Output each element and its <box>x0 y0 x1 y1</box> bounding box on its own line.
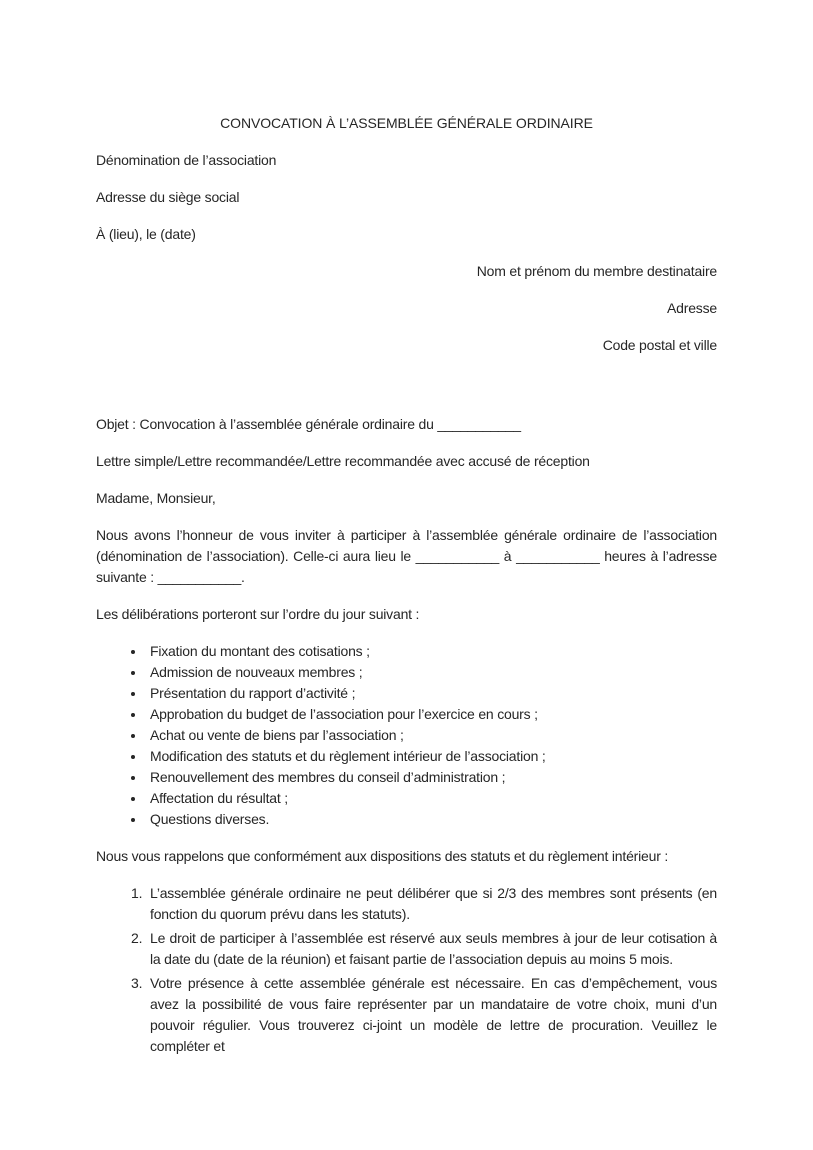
agenda-item: • Affectation du résultat ; <box>146 788 717 809</box>
sender-line: Adresse du siège social <box>96 189 240 205</box>
agenda-item: • Modification des statuts et du règlement intérieur de l’association ; <box>146 746 717 767</box>
agenda-list <box>96 641 717 830</box>
agenda-item: • Admission de nouveaux membres ; <box>146 662 717 683</box>
agenda-item: • Présentation du rapport d’activité ; <box>146 683 717 704</box>
sender-line: À (lieu), le (date) <box>96 226 196 242</box>
agenda-item: • Approbation du budget de l’association pour l’exercice en cours ; <box>146 704 717 725</box>
agenda-item: • Fixation du montant des cotisations ; <box>146 641 717 662</box>
salutation: Madame, Monsieur, <box>96 490 216 506</box>
agenda-intro: Les délibérations porteront sur l’ordre du jour suivant : <box>96 606 420 622</box>
reminder-intro: Nous vous rappelons que conformément aux dispositions des statuts et du règlement intérieur : <box>96 848 669 864</box>
agenda-item: • Questions diverses. <box>146 809 717 830</box>
sender-line: Dénomination de l’association <box>96 152 277 168</box>
delivery-mode-line: Lettre simple/Lettre recommandée/Lettre recommandée avec accusé de réception <box>96 453 590 469</box>
rule-item: 1. L’assemblée générale ordinaire ne peut délibérer que si 2/3 des membres sont présents (en fonction du quorum prévu dans les statuts). <box>146 883 717 925</box>
object-line: Objet : Convocation à l’assemblée générale ordinaire du ___________ <box>96 416 521 432</box>
agenda-item: • Achat ou vente de biens par l’association ; <box>146 725 717 746</box>
intro-paragraph: Nous avons l’honneur de vous inviter à participer à l’assemblée générale ordinaire de l’association (dénomination de l’association). Celle-ci aura lieu le ___________ à ___________ heures à l’adresse suivante : ___________. <box>96 527 717 585</box>
rule-item: 3. Votre présence à cette assemblée générale est nécessaire. En cas d’empêchement, vous avez la possibilité de vous faire représenter par un mandataire de votre choix, muni d’un pouvoir régulier. Vous trouverez ci-joint un modèle de lettre de procuration. Veuillez le compléter et <box>146 973 717 1057</box>
sender-block <box>96 150 717 245</box>
vertical-spacer <box>96 372 717 414</box>
letter-title: CONVOCATION À L’ASSEMBLÉE GÉNÉRALE ORDINAIRE <box>220 115 593 131</box>
recipient-block <box>96 261 717 356</box>
recipient-line: Adresse <box>667 300 717 316</box>
rule-item: 2. Le droit de participer à l’assemblée est réservé aux seuls membres à jour de leur cotisation à la date du (date de la réunion) et faisant partie de l’association depuis au moins 5 mois. <box>146 928 717 970</box>
recipient-line: Code postal et ville <box>602 337 717 353</box>
recipient-line: Nom et prénom du membre destinataire <box>476 263 717 279</box>
agenda-item: • Renouvellement des membres du conseil d’administration ; <box>146 767 717 788</box>
rules-list <box>96 883 717 1057</box>
